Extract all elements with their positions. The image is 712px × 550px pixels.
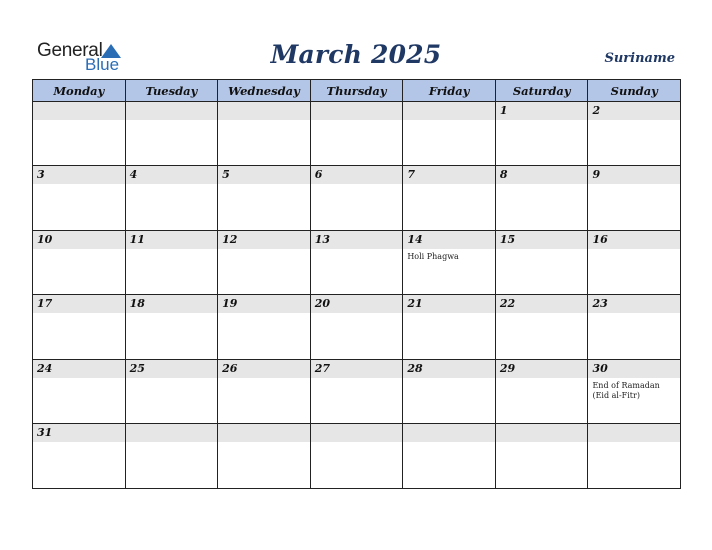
holiday-label: Holi Phagwa bbox=[407, 251, 459, 261]
day-number-band bbox=[311, 424, 403, 442]
day-cell[interactable] bbox=[588, 424, 680, 488]
day-cell[interactable] bbox=[311, 295, 404, 358]
day-cell[interactable] bbox=[403, 231, 496, 294]
day-number: 26 bbox=[222, 361, 238, 375]
day-cell[interactable] bbox=[496, 424, 589, 488]
day-cell[interactable] bbox=[403, 360, 496, 423]
day-cell[interactable] bbox=[311, 360, 404, 423]
day-number: 25 bbox=[129, 361, 145, 375]
day-number: 23 bbox=[592, 297, 608, 311]
week-row bbox=[33, 295, 680, 359]
week-row bbox=[33, 231, 680, 295]
day-number-band bbox=[403, 424, 495, 442]
day-number: 31 bbox=[37, 425, 53, 439]
weekday-friday: Friday bbox=[403, 80, 496, 101]
day-number: 27 bbox=[314, 361, 331, 375]
day-number: 16 bbox=[592, 232, 608, 246]
day-cell[interactable] bbox=[33, 102, 126, 165]
day-cell[interactable] bbox=[403, 424, 496, 488]
day-number: 19 bbox=[222, 297, 238, 311]
day-number: 8 bbox=[499, 168, 508, 182]
day-number-band bbox=[588, 166, 680, 184]
day-number-band bbox=[126, 424, 218, 442]
day-number: 4 bbox=[129, 168, 138, 182]
weekday-monday: Monday bbox=[33, 80, 126, 101]
day-number: 1 bbox=[499, 104, 508, 117]
weekday-sunday: Sunday bbox=[610, 84, 658, 98]
country-name: Suriname bbox=[604, 51, 675, 66]
day-cell[interactable] bbox=[496, 166, 589, 229]
day-cell[interactable] bbox=[126, 295, 219, 358]
day-number-band bbox=[218, 102, 310, 120]
day-cell[interactable] bbox=[218, 102, 311, 165]
week-row bbox=[33, 166, 680, 230]
day-cell[interactable] bbox=[496, 102, 589, 165]
day-number: 20 bbox=[314, 297, 331, 311]
day-cell[interactable] bbox=[311, 166, 404, 229]
day-cell[interactable] bbox=[126, 424, 219, 488]
day-number-band bbox=[496, 166, 588, 184]
day-number: 15 bbox=[499, 232, 516, 246]
week-row bbox=[33, 360, 680, 424]
day-cell[interactable] bbox=[311, 102, 404, 165]
day-cell[interactable] bbox=[588, 360, 680, 423]
month-calendar bbox=[32, 79, 681, 489]
day-number-band bbox=[126, 166, 218, 184]
day-number: 13 bbox=[314, 232, 331, 246]
day-number-band bbox=[126, 102, 218, 120]
day-cell[interactable] bbox=[496, 295, 589, 358]
day-number-band bbox=[496, 102, 588, 120]
weekday-thursday: Thursday bbox=[311, 80, 404, 101]
day-number: 2 bbox=[592, 104, 601, 117]
day-number: 29 bbox=[499, 361, 516, 375]
day-cell[interactable] bbox=[311, 424, 404, 488]
day-number-band bbox=[496, 424, 588, 442]
day-number: 9 bbox=[592, 168, 601, 182]
day-cell[interactable] bbox=[218, 424, 311, 488]
day-number: 5 bbox=[222, 168, 230, 182]
day-number: 10 bbox=[37, 232, 53, 246]
day-number: 18 bbox=[129, 297, 145, 311]
day-cell[interactable] bbox=[218, 231, 311, 294]
day-cell[interactable] bbox=[218, 166, 311, 229]
day-number-band bbox=[218, 166, 310, 184]
logo-text-blue: Blue bbox=[85, 55, 120, 74]
day-cell[interactable] bbox=[33, 360, 126, 423]
day-number: 7 bbox=[407, 168, 415, 182]
day-cell[interactable] bbox=[33, 166, 126, 229]
day-cell[interactable] bbox=[588, 102, 680, 165]
day-cell[interactable] bbox=[588, 295, 680, 358]
weekday-header-row bbox=[33, 80, 680, 102]
day-number-band bbox=[33, 166, 125, 184]
day-number: 6 bbox=[314, 168, 323, 182]
day-cell[interactable] bbox=[588, 166, 680, 229]
day-cell[interactable] bbox=[33, 424, 126, 488]
day-cell[interactable] bbox=[126, 102, 219, 165]
day-number-band bbox=[311, 166, 403, 184]
calendar-weeks bbox=[33, 102, 680, 488]
week-row bbox=[33, 424, 680, 488]
day-cell[interactable] bbox=[33, 231, 126, 294]
day-number-band bbox=[33, 102, 125, 120]
day-cell[interactable] bbox=[496, 231, 589, 294]
day-cell[interactable] bbox=[403, 102, 496, 165]
day-cell[interactable] bbox=[218, 360, 311, 423]
weekday-saturday: Saturday bbox=[496, 80, 589, 101]
day-cell[interactable] bbox=[496, 360, 589, 423]
day-number-band bbox=[403, 166, 495, 184]
weekday-tuesday: Tuesday bbox=[126, 80, 219, 101]
logo-text-general: General bbox=[37, 40, 103, 61]
day-number-band bbox=[403, 102, 495, 120]
day-number: 3 bbox=[37, 168, 45, 182]
day-cell[interactable] bbox=[588, 231, 680, 294]
day-number-band bbox=[588, 424, 680, 442]
day-cell[interactable] bbox=[218, 295, 311, 358]
day-number-band bbox=[218, 424, 310, 442]
calendar-title: March 2025 bbox=[270, 40, 442, 69]
day-cell[interactable] bbox=[403, 166, 496, 229]
day-cell[interactable] bbox=[126, 360, 219, 423]
day-number: 22 bbox=[499, 297, 516, 311]
day-number: 21 bbox=[407, 297, 423, 311]
day-number-band bbox=[588, 102, 680, 120]
week-row bbox=[33, 102, 680, 166]
day-number-band bbox=[311, 102, 403, 120]
day-cell[interactable] bbox=[33, 295, 126, 358]
day-number: 11 bbox=[129, 232, 145, 246]
day-cell[interactable] bbox=[126, 231, 219, 294]
day-number: 17 bbox=[37, 297, 53, 311]
weekday-wednesday: Wednesday bbox=[218, 80, 311, 101]
day-cell[interactable] bbox=[403, 295, 496, 358]
day-cell[interactable] bbox=[126, 166, 219, 229]
day-number: 14 bbox=[407, 232, 423, 246]
day-number: 24 bbox=[37, 361, 53, 375]
day-cell[interactable] bbox=[311, 231, 404, 294]
day-number: 30 bbox=[592, 361, 608, 375]
day-number: 12 bbox=[222, 232, 238, 246]
day-number: 28 bbox=[407, 361, 423, 375]
holiday-label: End of Ramadan (Eid al-Fitr) bbox=[592, 380, 660, 400]
